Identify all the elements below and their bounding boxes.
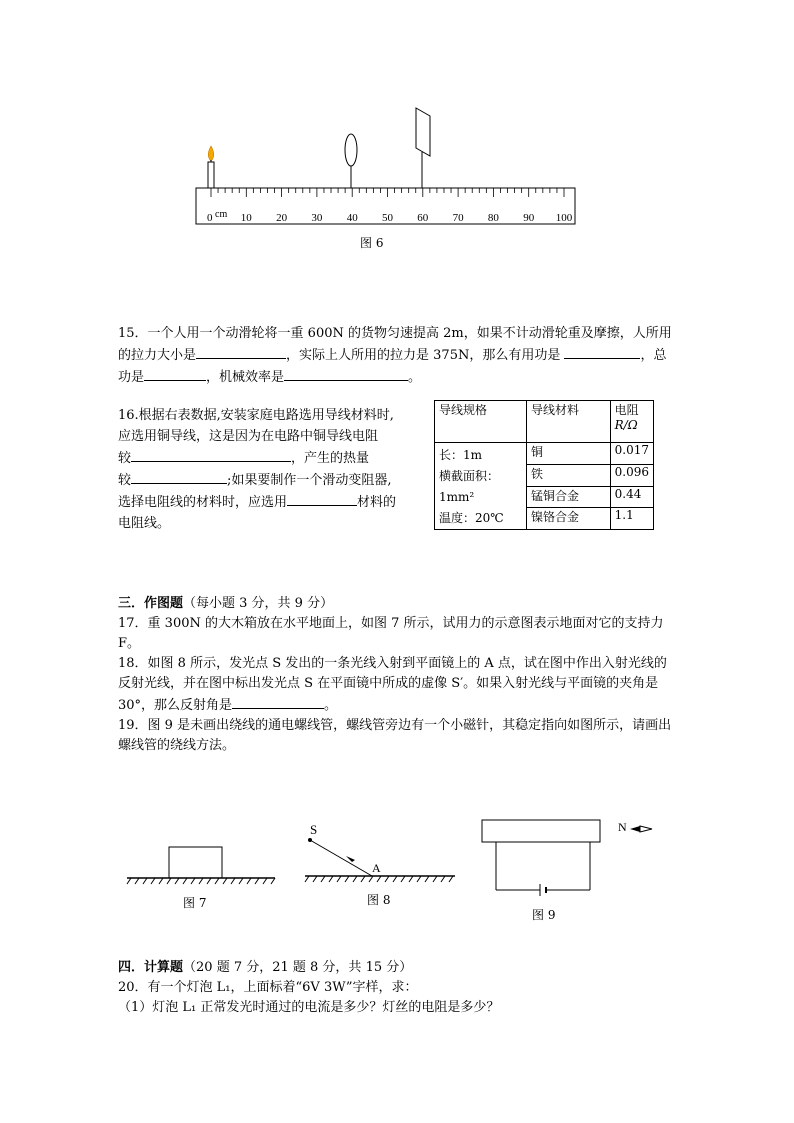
question-17: 17．重 300N 的大木箱放在水平地面上，如图 7 所示，试用力的示意图表示地面对它的支持力 F。 <box>118 616 664 651</box>
table-cell-material: 铜 <box>526 443 610 465</box>
figure-7-box-on-ground <box>125 840 280 890</box>
ruler-tick-label: 80 <box>487 212 499 224</box>
section-4-title: 四．计算题 <box>118 960 184 975</box>
arrow-icon <box>346 856 355 862</box>
ruler-labels <box>207 209 573 224</box>
table-cell-material: 铁 <box>526 464 610 486</box>
figure-8-plane-mirror <box>300 818 460 888</box>
question-15: 15．一个人用一个动滑轮将一重 600N 的货物匀速提高 2m，如果不计动滑轮重及摩擦，人所用的拉力大小是 ，实际上人所用的拉力是 375N，那么有用功是 ，总功是 ，机械效率是 。 <box>118 326 672 385</box>
figure-8-caption: 图 8 <box>367 893 391 907</box>
table-header-spec: 导线规格 <box>435 401 527 443</box>
ruler-tick-label: 0 <box>207 212 213 224</box>
question-20: 20．有一个灯泡 L₁，上面标着“6V 3W”字样，求： <box>118 980 418 995</box>
ruler-tick-label: 90 <box>523 212 535 224</box>
compass-needle-icon <box>618 820 652 834</box>
table-cell-resistance: 0.44 <box>610 486 653 508</box>
table-cell-material: 锰铜合金 <box>526 486 610 508</box>
figure-6-caption: 图 6 <box>360 236 384 250</box>
question-16: 16.根据右表数据,安装家庭电路选用导线材料时, 应选用铜导线，这是因为在电路中铜导线电阻 较 ，产生的热量 较 ;如果要制作一个滑动变阻器, 选择电阻线的材料时，应选用 材料的 电阻线。 <box>118 408 397 531</box>
ruler-tick-label: 60 <box>417 212 429 224</box>
ruler-unit-label: cm <box>215 209 228 220</box>
ruler-tick-label: 50 <box>382 212 393 224</box>
figure-9-caption: 图 9 <box>532 908 556 922</box>
section-3: 三．作图题（每小题 3 分，共 9 分） 17．重 300N 的大木箱放在水平地面上，如图 7 所示，试用力的示意图表示地面对它的支持力 F。 18．如图 8 所示，发光点 S 发出的一条光线入射到平面镜上的 A 点，试在图中作出入射光线的反射光线，并在图中标出发光点 S 在平面镜中所成的虚像 S′。如果入射光线与平面镜的夹角是 30°，那么反射角是 。 19．图 9 是未画出绕线的通电螺线管，螺线管旁边有一个小磁针，其稳定指向如图所示，请画出螺线管的绕线方法。 <box>118 594 678 756</box>
lens-icon <box>345 134 357 188</box>
ruler-tick-label: 40 <box>346 212 358 224</box>
point-s-label: S <box>310 822 318 837</box>
table-cell-resistance: 1.1 <box>610 508 653 530</box>
point-a-label: A <box>372 861 381 875</box>
figure-9-solenoid <box>478 812 668 898</box>
question-20-part-1: （1）灯泡 L₁ 正常发光时通过的电流是多少？灯丝的电阻是多少？ <box>118 1000 500 1015</box>
table-cell-resistance: 0.096 <box>610 464 653 486</box>
wire-resistance-table <box>434 400 654 530</box>
ruler-tick-label: 20 <box>276 212 288 224</box>
table-spec-cell: 长：1m 横截面积： 1mm² 温度：20℃ <box>435 443 527 530</box>
table-cell-material: 镍铬合金 <box>526 508 610 530</box>
svg-text:N: N <box>618 820 627 834</box>
question-18: 18．如图 8 所示，发光点 S 发出的一条光线入射到平面镜上的 A 点，试在图中作出入射光线的反射光线，并在图中标出发光点 S 在平面镜中所成的虚像 S′。如果入射光线与平面镜的夹角是 30°，那么反射角是 。 <box>118 656 667 713</box>
section-4: 四．计算题（20 题 7 分，21 题 8 分，共 15 分） 20．有一个灯泡 L₁，上面标着“6V 3W”字样，求： （1）灯泡 L₁ 正常发光时通过的电流是多少？灯丝的电阻是多少？ <box>118 958 678 1018</box>
table-header-material: 导线材料 <box>526 401 610 443</box>
ruler-tick-label: 30 <box>311 212 323 224</box>
question-19: 19．图 9 是未画出绕线的通电螺线管，螺线管旁边有一个小磁针，其稳定指向如图所示，请画出螺线管的绕线方法。 <box>118 718 672 753</box>
battery-icon <box>540 884 546 896</box>
table-cell-resistance: 0.017 <box>610 443 653 465</box>
figure-7-caption: 图 7 <box>183 896 207 910</box>
candle-icon <box>208 146 214 188</box>
ruler-ticks <box>211 188 564 197</box>
ruler-tick-label: 100 <box>555 212 573 224</box>
table-header-resistance: 电阻 R/Ω <box>610 401 653 443</box>
ruler-tick-label: 70 <box>452 212 464 224</box>
ruler-tick-label: 10 <box>240 212 252 224</box>
section-3-title: 三．作图题 <box>118 596 184 611</box>
screen-icon <box>416 108 430 188</box>
figure-6-optical-bench <box>190 100 585 230</box>
